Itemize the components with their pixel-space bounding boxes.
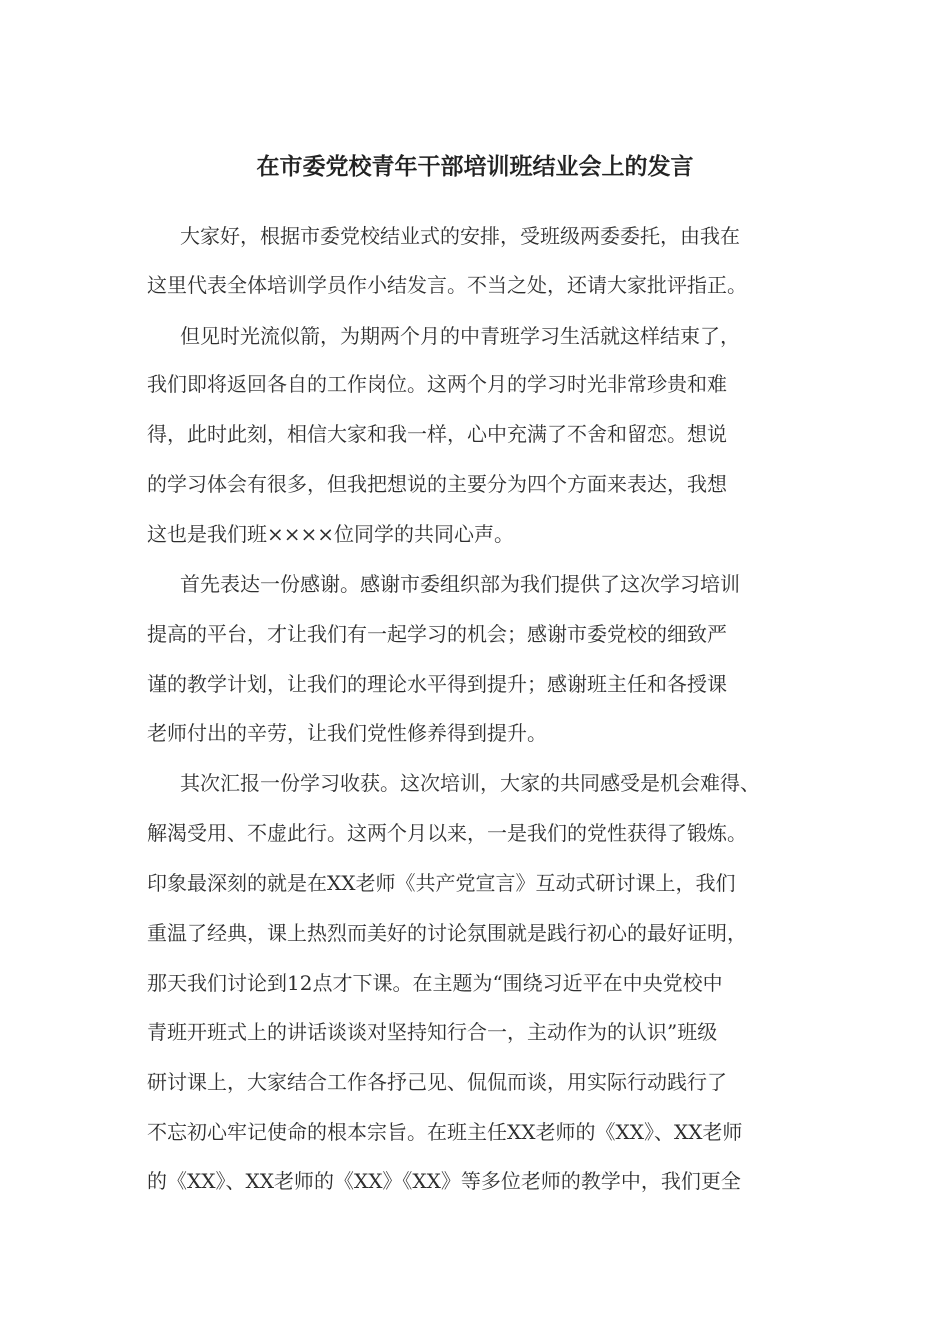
document-title: 在市委党校青年干部培训班结业会上的发言 [256, 153, 694, 180]
paragraph-line: 老师付出的辛劳，让我们党性修养得到提升。 [147, 721, 547, 745]
paragraph-line: 不忘初心牢记使命的根本宗旨。在班主任XX老师的《XX》、XX老师 [147, 1120, 743, 1144]
paragraph-line: 其次汇报一份学习收获。这次培训，大家的共同感受是机会难得、 [180, 771, 760, 795]
paragraph-line: 解渴受用、不虚此行。这两个月以来，一是我们的党性获得了锻炼。 [147, 821, 747, 845]
paragraph-line: 这也是我们班××××位同学的共同心声。 [147, 522, 515, 546]
paragraph-line: 印象最深刻的就是在XX老师《共产党宣言》互动式研讨课上，我们 [147, 871, 736, 895]
paragraph-line: 大家好，根据市委党校结业式的安排，受班级两委委托，由我在 [180, 224, 740, 248]
paragraph-line: 的学习体会有很多，但我把想说的主要分为四个方面来表达，我想 [147, 472, 727, 496]
paragraph-line: 这里代表全体培训学员作小结发言。不当之处，还请大家批评指正。 [147, 273, 747, 297]
paragraph-line: 重温了经典，课上热烈而美好的讨论氛围就是践行初心的最好证明， [147, 921, 747, 945]
paragraph-line: 青班开班式上的讲话谈谈对坚持知行合一，主动作为的认识”班级 [147, 1020, 718, 1044]
paragraph-line: 首先表达一份感谢。感谢市委组织部为我们提供了这次学习培训 [180, 572, 740, 596]
paragraph-line: 得，此时此刻，相信大家和我一样，心中充满了不舍和留恋。想说 [147, 422, 727, 446]
paragraph-line: 提高的平台，才让我们有一起学习的机会；感谢市委党校的细致严 [147, 622, 727, 646]
paragraph-line: 的《XX》、XX老师的《XX》《XX》等多位老师的教学中，我们更全 [147, 1169, 741, 1193]
paragraph-line: 谨的教学计划，让我们的理论水平得到提升；感谢班主任和各授课 [147, 672, 727, 696]
paragraph-line: 那天我们讨论到12点才下课。在主题为“围绕习近平在中央党校中 [147, 971, 723, 995]
paragraph-line: 研讨课上，大家结合工作各抒己见、侃侃而谈，用实际行动践行了 [147, 1070, 727, 1094]
paragraph-line: 但见时光流似箭，为期两个月的中青班学习生活就这样结束了， [180, 324, 740, 348]
paragraph-line: 我们即将返回各自的工作岗位。这两个月的学习时光非常珍贵和难 [147, 372, 727, 396]
